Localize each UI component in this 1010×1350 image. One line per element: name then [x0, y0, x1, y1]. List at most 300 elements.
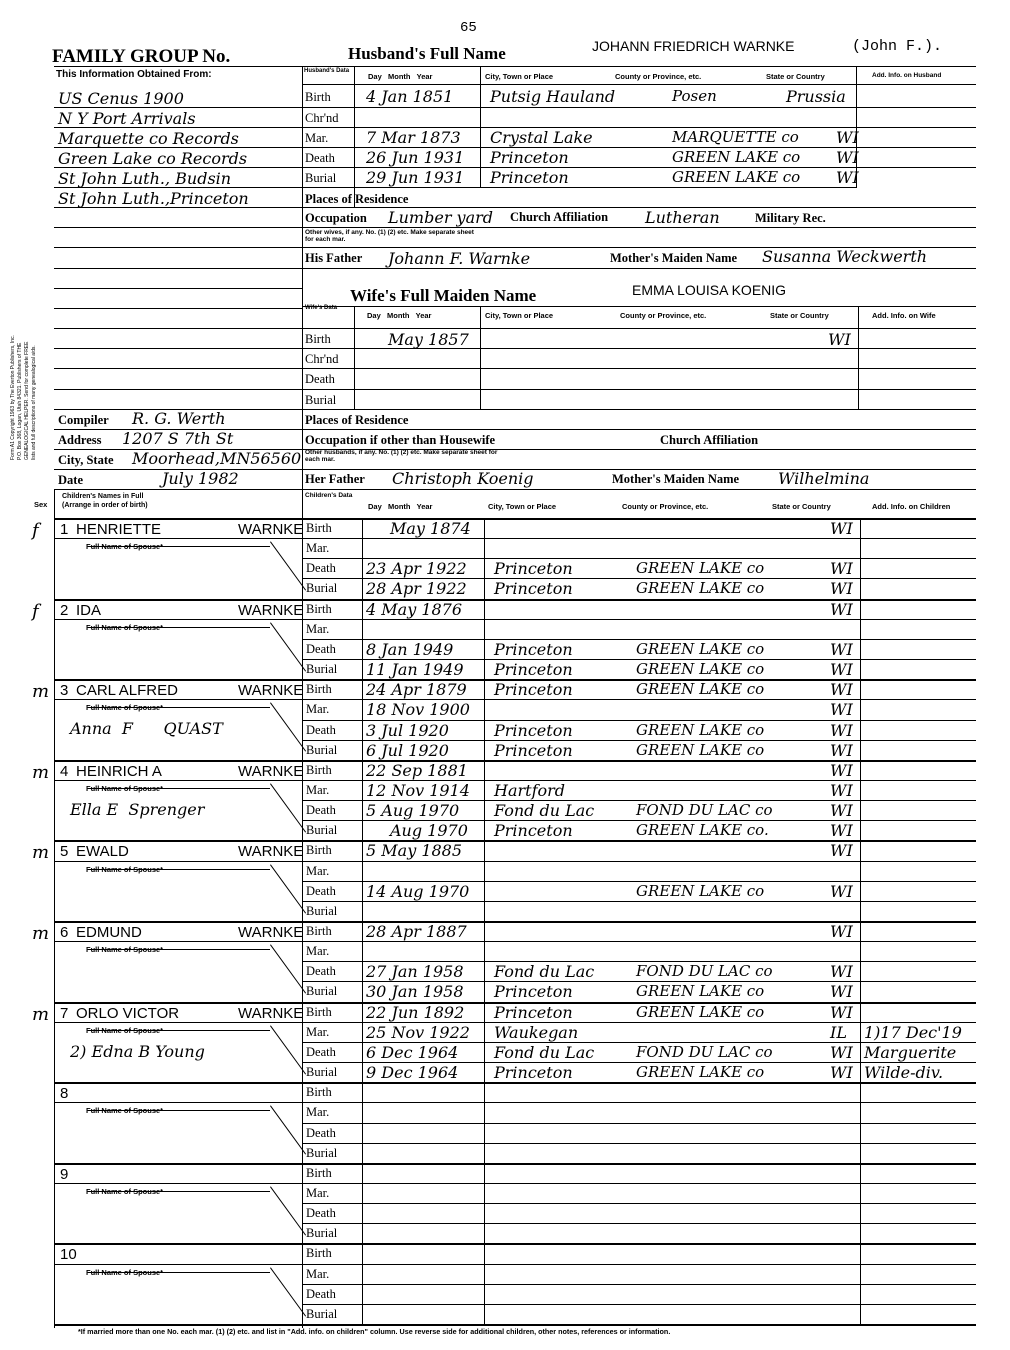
child-spouse-slant [270, 542, 306, 591]
child-event-date: May 1874 [390, 519, 471, 538]
child-spouse-label: Full Name of Spouse* [86, 1106, 164, 1116]
child-col-line [484, 1082, 485, 1163]
husband-event-date: 29 Jun 1931 [366, 168, 465, 187]
child-event-date: 23 Apr 1922 [366, 559, 467, 579]
child-spouse-slant [270, 864, 306, 913]
child-block-divider [54, 1163, 976, 1165]
child-event-label: Birth [306, 682, 332, 697]
child-name-underline [54, 1022, 302, 1023]
child-event-label: Death [306, 561, 336, 576]
child-row-line [302, 1304, 976, 1305]
husband-event-date: 7 Mar 1873 [366, 128, 461, 147]
child-event-label: Mar. [306, 782, 330, 797]
child-spouse-slant [270, 703, 306, 752]
source-6: St John Luth.,Princeton [58, 189, 249, 208]
her-mother-value: Wilhelmina [778, 469, 870, 488]
child-event-label: Mar. [306, 944, 330, 959]
child-spouse-slant [270, 1267, 306, 1316]
wifes-data-header: Wife's Data [305, 305, 338, 311]
child-sex: m [32, 761, 50, 783]
child-event-date: 30 Jan 1958 [366, 982, 464, 1002]
child-col-line [362, 760, 363, 841]
husband-event-date: 26 Jun 1931 [366, 148, 465, 167]
child-add-info: Wilde-div. [864, 1063, 944, 1083]
child-event-city: Princeton [494, 639, 573, 659]
child-spouse-slant [270, 945, 306, 994]
wife-occupation-label: Occupation if other than Housewife [305, 433, 496, 447]
child-event-date: Aug 1970 [390, 821, 468, 841]
source-3: Marquette co Records [58, 129, 239, 148]
child-col-line [484, 1243, 485, 1324]
child-event-label: Death [306, 641, 336, 656]
child-event-date: 8 Jan 1949 [366, 639, 454, 659]
wife-state-header: State or Country [770, 311, 829, 320]
child-spouse-name: Ella E Sprenger [70, 799, 205, 819]
sex-header: Sex [34, 500, 48, 509]
child-event-state: WI [830, 1042, 853, 1062]
child-spouse-name: 2) Edna B Young [70, 1041, 205, 1061]
child-event-city: Princeton [494, 1063, 573, 1083]
child-event-date: 22 Jun 1892 [366, 1002, 465, 1022]
page-number: 65 [460, 20, 477, 36]
child-surname: WARNKE [238, 521, 304, 538]
child-event-city: Princeton [494, 1002, 573, 1022]
child-event-state: WI [830, 519, 853, 538]
husband-event-state: Prussia [786, 87, 846, 106]
child-event-state: WI [830, 559, 853, 579]
husband-event-county: MARQUETTE co [672, 128, 799, 146]
sidebar-line-1: Form A1 Copyright 1963 by The Everton Publishers, Inc. [10, 335, 16, 460]
child-spouse-slant [270, 783, 306, 832]
child-event-label: Death [306, 1044, 336, 1059]
child-event-city: Princeton [494, 579, 573, 599]
child-event-label: Birth [306, 1085, 332, 1100]
source-5: St John Luth., Budsin [58, 169, 232, 188]
child-surname: WARNKE [238, 924, 304, 941]
sidebar-line-4: lists and full descriptions of many genealogical aids. [31, 345, 37, 460]
child-col-line [362, 1163, 363, 1244]
wife-county-header: County or Province, etc. [620, 311, 707, 320]
child-spouse-slant [270, 1106, 306, 1155]
child-col-line [362, 1082, 363, 1163]
child-event-label: Death [306, 883, 336, 898]
child-event-label: Death [306, 1286, 336, 1301]
child-event-county: GREEN LAKE co. [636, 821, 769, 840]
child-event-date: 25 Nov 1922 [366, 1022, 470, 1042]
children-order-header: (Arrange in order of birth) [62, 502, 148, 509]
wife-event-state: WI [828, 330, 851, 349]
child-event-label: Mar. [306, 1024, 330, 1039]
wife-event-label: Burial [305, 393, 337, 407]
child-event-label: Birth [306, 601, 332, 616]
compiler-label: Compiler [58, 413, 109, 427]
child-col-line [484, 679, 485, 760]
husband-event-county: GREEN LAKE co [672, 148, 801, 166]
state-header: State or Country [766, 72, 825, 81]
form-title: FAMILY GROUP No. [52, 46, 231, 67]
child-event-label: Burial [306, 581, 338, 596]
child-event-state: WI [830, 740, 853, 760]
sources-label: This Information Obtained From: [56, 69, 212, 80]
child-event-county: GREEN LAKE co [636, 720, 765, 739]
husband-event-county: GREEN LAKE co [672, 168, 801, 186]
child-event-county: GREEN LAKE co [636, 660, 765, 679]
city-header: City, Town or Place [485, 72, 554, 81]
child-event-date: 12 Nov 1914 [366, 780, 470, 800]
husband-event-date: 4 Jan 1851 [366, 87, 454, 106]
child-number: 8 [60, 1085, 69, 1103]
child-event-label: Burial [306, 1226, 338, 1241]
child-spouse-slant [270, 1025, 306, 1074]
add-wife-header: Add. Info. on Wife [872, 311, 936, 320]
child-number: 10 [60, 1246, 77, 1264]
child-number: 5 [60, 843, 69, 861]
her-mother-label: Mother's Maiden Name [612, 472, 740, 486]
child-event-label: Death [306, 1125, 336, 1140]
child-event-label: Burial [306, 903, 338, 918]
child-col-line [860, 921, 861, 1002]
child-event-label: Mar. [306, 863, 330, 878]
child-event-label: Birth [306, 1246, 332, 1261]
child-event-county: GREEN LAKE co [636, 579, 765, 598]
his-mother-label: Mother's Maiden Name [610, 251, 738, 265]
child-surname: WARNKE [238, 843, 304, 861]
child-name-underline [54, 1264, 302, 1265]
child-name-underline [54, 861, 302, 862]
child-spouse-slant [270, 1186, 306, 1235]
places-of-residence-label: Places of Residence [305, 192, 409, 206]
date-value: July 1982 [162, 469, 239, 488]
child-col-line [362, 840, 363, 921]
footer-note: *If married more than one No. each mar. (1) (2) etc. and list in "Add. info. on children" column. Use reverse side for additional children, other notes, references or information. [78, 1327, 671, 1336]
child-event-label: Burial [306, 1145, 338, 1160]
child-sex: m [32, 1003, 50, 1025]
address-value: 1207 S 7th St [122, 429, 234, 448]
child-event-date: 11 Jan 1949 [366, 660, 464, 680]
wife-residence-label: Places of Residence [305, 413, 409, 427]
child-event-label: Burial [306, 1306, 338, 1321]
child-event-county: GREEN LAKE co [636, 1002, 765, 1021]
child-event-date: 28 Apr 1922 [366, 579, 467, 599]
child-event-city: Princeton [494, 740, 573, 760]
wife-church-label: Church Affiliation [660, 433, 759, 447]
child-event-city: Fond du Lac [494, 962, 595, 982]
child-event-label: Mar. [306, 1105, 330, 1120]
occupation-label: Occupation [305, 211, 367, 225]
child-row-line [302, 901, 976, 902]
child-given-name: CARL ALFRED [76, 682, 178, 700]
child-event-label: Mar. [306, 702, 330, 717]
child-col-line [860, 679, 861, 760]
child-event-county: FOND DU LAC co [636, 1042, 773, 1061]
child-event-date: 24 Apr 1879 [366, 680, 467, 700]
child-event-city: Princeton [494, 559, 573, 579]
child-event-date: 5 May 1885 [366, 841, 463, 861]
child-col-line [860, 1163, 861, 1244]
child-col-line [484, 921, 485, 1002]
child-given-name: IDA [76, 601, 102, 619]
child-add-info: 1)17 Dec'19 [864, 1022, 962, 1042]
children-county-header: County or Province, etc. [622, 502, 709, 511]
child-row-line [302, 1183, 976, 1184]
sidebar-line-3: GENEALOGICAL HELPER. Send for complete FREE [24, 341, 30, 460]
child-col-line [484, 1002, 485, 1083]
child-spouse-label: Full Name of Spouse* [86, 864, 164, 874]
child-col-line [484, 1163, 485, 1244]
child-surname: WARNKE [238, 682, 304, 700]
child-sex: m [32, 923, 50, 944]
child-number: 1 [60, 521, 69, 538]
child-row-line [302, 619, 976, 620]
child-event-state: WI [830, 639, 853, 659]
compiler-value: R. G. Werth [132, 409, 226, 428]
child-sex: f [32, 520, 39, 541]
wife-event-label: Chr'nd [305, 352, 339, 366]
child-event-state: WI [830, 660, 853, 680]
child-col-line [362, 1243, 363, 1324]
child-row-line [302, 941, 976, 942]
husband-event-city: Princeton [490, 148, 569, 167]
child-name-underline [54, 619, 302, 620]
child-spouse-label: Full Name of Spouse* [86, 1025, 164, 1035]
child-event-state: WI [830, 579, 853, 599]
husband-name-label: Husband's Full Name [348, 44, 506, 63]
child-name-underline [54, 538, 302, 539]
child-number: 2 [60, 601, 69, 619]
his-father-label: His Father [305, 251, 363, 265]
child-spouse-slant [270, 622, 306, 671]
child-spouse-label: Full Name of Spouse* [86, 703, 164, 713]
wife-event-date: May 1857 [388, 330, 469, 349]
child-event-city: Fond du Lac [494, 801, 595, 821]
wife-name: EMMA LOUISA KOENIG [632, 282, 787, 298]
child-event-label: Burial [306, 984, 338, 999]
child-event-date: 18 Nov 1900 [366, 700, 470, 720]
child-event-city: Fond du Lac [494, 1042, 595, 1062]
child-event-state: WI [830, 821, 853, 841]
child-event-label: Mar. [306, 541, 330, 556]
source-2: N Y Port Arrivals [58, 109, 196, 128]
husbands-data-header: Husband's Data [304, 68, 350, 74]
child-event-state: WI [830, 780, 853, 800]
child-sex: f [32, 600, 39, 622]
husband-event-label: Chr'nd [305, 111, 339, 125]
child-event-county: FOND DU LAC co [636, 801, 773, 820]
child-event-county: GREEN LAKE co [636, 680, 765, 699]
child-event-label: Mar. [306, 1266, 330, 1281]
husband-event-label: Death [305, 151, 335, 165]
child-event-state: IL [830, 1022, 847, 1042]
husband-event-city: Princeton [490, 168, 569, 187]
child-spouse-label: Full Name of Spouse* [86, 1186, 164, 1196]
military-label: Military Rec. [755, 211, 826, 225]
child-event-label: Burial [306, 742, 338, 757]
child-event-date: 9 Dec 1964 [366, 1063, 459, 1083]
child-event-state: WI [830, 881, 853, 901]
dmy-header: Day Month Year [368, 72, 433, 81]
child-col-line [860, 1002, 861, 1083]
city-state-label: City, State [58, 453, 114, 467]
add-children-header: Add. Info. on Children [872, 502, 951, 511]
child-event-date: 28 Apr 1887 [366, 922, 467, 941]
child-event-state: WI [830, 841, 853, 861]
other-wives-label: Other wives, if any. No. (1) (2) etc. Make separate sheet for each mar. [305, 229, 474, 243]
child-col-line [860, 1082, 861, 1163]
child-given-name: EWALD [76, 843, 129, 861]
child-event-city: Waukegan [494, 1022, 579, 1042]
child-event-city: Princeton [494, 680, 573, 700]
child-name-underline [54, 1102, 302, 1103]
church-label: Church Affiliation [510, 210, 609, 224]
child-number: 6 [60, 924, 69, 941]
add-husband-header: Add. Info. on Husband [872, 72, 942, 79]
child-surname: WARNKE [238, 601, 304, 619]
child-spouse-label: Full Name of Spouse* [86, 542, 164, 552]
child-given-name: ORLO VICTOR [76, 1004, 180, 1022]
child-event-county: GREEN LAKE co [636, 740, 765, 759]
child-name-underline [54, 780, 302, 781]
child-event-county: GREEN LAKE co [636, 982, 765, 1001]
child-event-state: WI [830, 720, 853, 740]
city-state-value: Moorhead,MN56560 [132, 449, 302, 468]
husband-event-label: Mar. [305, 131, 329, 145]
child-sex: m [32, 842, 50, 864]
child-block-divider [54, 1082, 976, 1084]
husband-alias: (John F.). [852, 38, 943, 55]
child-event-state: WI [830, 1063, 853, 1083]
child-event-city: Princeton [494, 982, 573, 1002]
wife-dmy-header: Day Month Year [367, 311, 432, 320]
wife-name-label: Wife's Full Maiden Name [350, 286, 537, 305]
child-event-label: Burial [306, 823, 338, 838]
child-event-county: GREEN LAKE co [636, 559, 765, 578]
sidebar-line-2: P.O. Box 368, Logan, Utah 84321. Publishers of THE [17, 342, 23, 460]
child-event-label: Birth [306, 843, 332, 858]
child-row-line [302, 538, 976, 539]
child-event-city: Princeton [494, 660, 573, 680]
child-event-label: Burial [306, 662, 338, 677]
child-surname: WARNKE [238, 1004, 304, 1022]
child-event-county: GREEN LAKE co [636, 881, 765, 900]
child-col-line [484, 760, 485, 841]
child-event-label: Death [306, 722, 336, 737]
child-event-state: WI [830, 760, 853, 780]
child-spouse-label: Full Name of Spouse* [86, 783, 164, 793]
her-father-value: Christoph Koenig [392, 469, 534, 488]
child-spouse-label: Full Name of Spouse* [86, 945, 164, 955]
child-event-state: WI [830, 922, 853, 941]
wife-event-label: Birth [305, 332, 331, 346]
child-surname: WARNKE [238, 762, 304, 780]
child-event-county: GREEN LAKE co [636, 1063, 765, 1082]
child-col-line [484, 840, 485, 921]
child-row-line [302, 1102, 976, 1103]
child-event-date: 3 Jul 1920 [366, 720, 449, 740]
child-event-date: 6 Jul 1920 [366, 740, 449, 760]
child-event-city: Princeton [494, 821, 573, 841]
child-row-line [302, 1143, 976, 1144]
child-event-date: 5 Aug 1970 [366, 801, 460, 821]
occupation-value: Lumber yard [388, 208, 494, 227]
child-sex: m [32, 681, 50, 703]
children-names-header: Children's Names in Full [62, 493, 144, 500]
child-col-line [484, 518, 485, 599]
child-name-underline [54, 699, 302, 700]
child-event-state: WI [830, 599, 853, 619]
child-col-line [484, 599, 485, 680]
child-name-underline [54, 1183, 302, 1184]
child-row-line [302, 1203, 976, 1204]
child-given-name: EDMUND [76, 924, 142, 941]
child-event-date: 14 Aug 1970 [366, 881, 470, 901]
child-event-date: 22 Sep 1881 [366, 760, 468, 780]
child-row-line [302, 861, 976, 862]
child-spouse-label: Full Name of Spouse* [86, 1267, 164, 1277]
child-event-label: Death [306, 964, 336, 979]
child-event-label: Burial [306, 1065, 338, 1080]
source-4: Green Lake co Records [58, 149, 248, 168]
her-father-label: Her Father [305, 472, 365, 486]
wife-event-label: Death [305, 372, 335, 386]
child-col-line [860, 760, 861, 841]
child-event-date: 27 Jan 1958 [366, 962, 464, 982]
child-event-state: WI [830, 680, 853, 700]
children-state-header: State or Country [772, 502, 831, 511]
his-father-value: Johann F. Warnke [388, 249, 531, 268]
child-event-county: GREEN LAKE co [636, 639, 765, 658]
husband-event-label: Birth [305, 90, 331, 104]
child-event-label: Birth [306, 1004, 332, 1019]
child-row-line [302, 1123, 976, 1124]
child-event-label: Birth [306, 762, 332, 777]
child-event-date: 4 May 1876 [366, 599, 463, 619]
husband-event-city: Crystal Lake [490, 128, 593, 147]
child-spouse-label: Full Name of Spouse* [86, 622, 164, 632]
child-col-line [362, 599, 363, 680]
husband-event-city: Putsig Hauland [490, 87, 616, 106]
child-col-line [362, 518, 363, 599]
children-city-header: City, Town or Place [488, 502, 557, 511]
child-number: 9 [60, 1165, 69, 1183]
child-event-label: Mar. [306, 621, 330, 636]
child-number: 4 [60, 762, 69, 780]
child-event-label: Death [306, 803, 336, 818]
child-row-line [302, 1284, 976, 1285]
husband-event-county: Posen [672, 87, 717, 105]
husband-event-state: WI [836, 148, 859, 167]
child-given-name: HEINRICH A [76, 762, 162, 780]
child-number: 3 [60, 682, 69, 700]
other-husbands-label: Other husbands, if any. No. (1) (2) etc. Make separate sheet for each mar. [305, 449, 498, 463]
child-col-line [860, 599, 861, 680]
child-col-line [362, 1002, 363, 1083]
date-label: Date [58, 473, 83, 487]
child-row-line [302, 1223, 976, 1224]
copyright-sidebar [10, 260, 42, 460]
child-event-date: 6 Dec 1964 [366, 1042, 459, 1062]
child-spouse-name: Anna F QUAST [70, 719, 223, 739]
church-value: Lutheran [645, 208, 720, 227]
child-event-state: WI [830, 801, 853, 821]
child-event-city: Hartford [494, 780, 566, 800]
child-col-line [860, 840, 861, 921]
child-event-label: Birth [306, 1165, 332, 1180]
husband-event-state: WI [836, 128, 859, 147]
husband-name: JOHANN FRIEDRICH WARNKE [592, 38, 795, 54]
child-event-label: Death [306, 1206, 336, 1221]
child-event-county: FOND DU LAC co [636, 962, 773, 981]
child-col-line [362, 679, 363, 760]
